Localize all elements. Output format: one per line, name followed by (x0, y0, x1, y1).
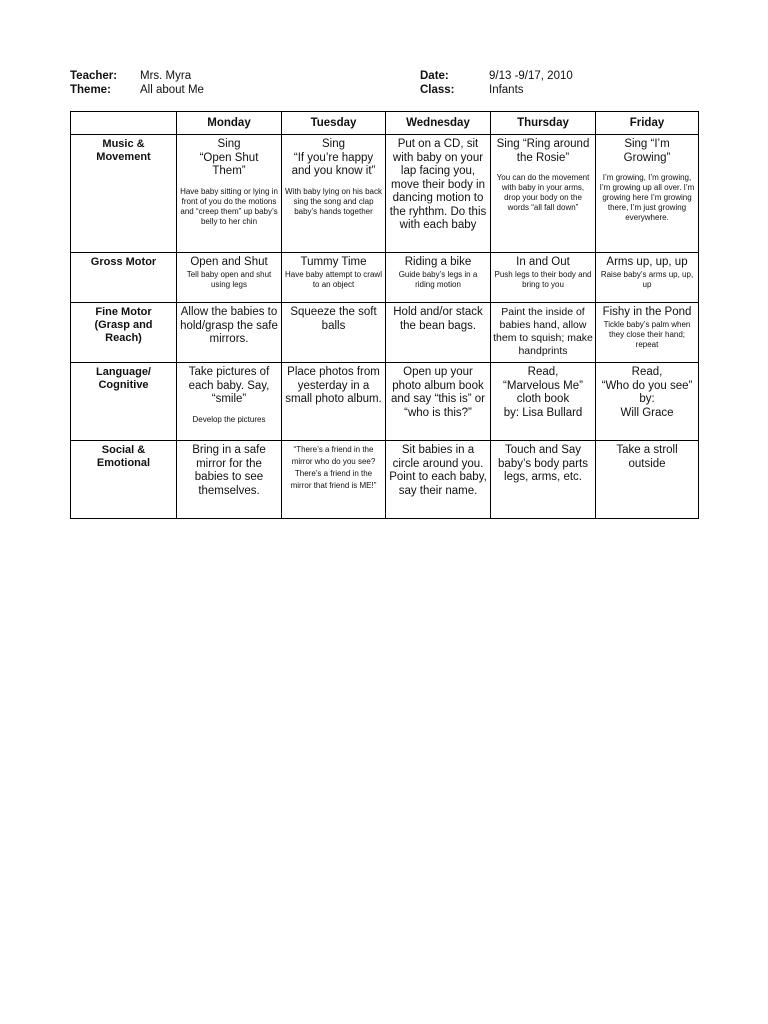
activity-main: Take pictures of each baby. Say, “smile” (188, 366, 270, 405)
table-row (71, 135, 699, 253)
teacher-label: Teacher: (70, 70, 118, 82)
activity-main: Take a stroll outside (616, 444, 678, 470)
date-label: Date: (420, 70, 449, 82)
activity-note: Develop the pictures (192, 414, 266, 424)
activity-note: Raise baby’s arms up, up, up (600, 269, 694, 289)
activity-main: Sing “Open Shut Them” (199, 138, 259, 177)
activity-main: Tummy Time (300, 256, 367, 268)
activity-note: Have baby sitting or lying in front of you do the motions and “creep them” up baby’s belly to her chin (180, 186, 278, 226)
activity-cell (282, 363, 386, 441)
day-header: Monday (177, 112, 282, 135)
activity-main: Riding a bike (404, 256, 472, 268)
activity-main: Bring in a safe mirror for the babies to see themselves. (192, 444, 266, 497)
activity-cell (596, 363, 699, 441)
activity-main: In and Out (516, 256, 570, 268)
activity-note: Guide baby’s legs in a riding motion (398, 269, 478, 289)
activity-note: Have baby attempt to crawl to an object (285, 269, 382, 289)
day-header: Thursday (491, 112, 596, 135)
class-value: Infants (489, 84, 524, 96)
activity-main: Open up your photo album book and say “this is” or “who is this?” (391, 366, 485, 419)
activity-cell (491, 441, 596, 519)
activity-note: You can do the movement with baby in your arms, drop your body on the words “all fall down” (496, 173, 590, 212)
plan-header (70, 69, 700, 97)
activity-cell (386, 135, 491, 253)
table-row (71, 303, 699, 363)
header-row-1 (70, 69, 700, 83)
activity-main: Paint the inside of babies hand, allow them to squish; make handprints (493, 306, 593, 357)
activity-cell (177, 363, 282, 441)
day-header: Friday (596, 112, 699, 135)
activity-cell (282, 135, 386, 253)
table-row (71, 253, 699, 303)
day-header-row (71, 112, 699, 135)
activity-main: Sit babies in a circle around you. Point to each baby, say their name. (389, 444, 487, 497)
teacher-value: Mrs. Myra (140, 70, 192, 82)
activity-note: Push legs to their body and bring to you (494, 269, 592, 289)
activity-main: Sing “Ring around the Rosie” (496, 138, 590, 164)
activity-main: Read, “Who do you see” by: Will Grace (601, 366, 693, 419)
date-value: 9/13 -9/17, 2010 (489, 70, 573, 82)
row-category: Music & Movement (71, 135, 177, 253)
activity-cell (177, 253, 282, 303)
activity-cell (282, 253, 386, 303)
row-category: Language/ Cognitive (71, 363, 177, 441)
activity-cell (596, 441, 699, 519)
day-header: Tuesday (282, 112, 386, 135)
theme-label: Theme: (70, 84, 111, 96)
activity-note: I’m growing, I’m growing, I’m growing up all over. I’m growing here I’m growing there, I’m just growing everywhere. (599, 173, 695, 222)
activity-cell (282, 441, 386, 519)
table-row (71, 441, 699, 519)
activity-cell (596, 303, 699, 363)
activity-note: Tell baby open and shut using legs (186, 269, 272, 289)
activity-note: “There’s a friend in the mirror who do you see? There’s a friend in the mirror that friend is ME!” (290, 445, 377, 490)
class-label: Class: (420, 84, 455, 96)
activity-cell (177, 441, 282, 519)
lesson-plan-table (70, 111, 699, 519)
activity-main: Open and Shut (190, 256, 268, 268)
activity-main: Arms up, up, up (606, 256, 688, 268)
activity-main: Put on a CD, sit with baby on your lap facing you, move their body in dancing motion to the ryhthm. Do this with each baby (389, 138, 487, 231)
row-category: Gross Motor (71, 253, 177, 303)
activity-cell (491, 253, 596, 303)
row-category: Social & Emotional (71, 441, 177, 519)
table-row (71, 363, 699, 441)
activity-note: Tickle baby’s palm when they close their hand; repeat (603, 319, 691, 349)
day-header: Wednesday (386, 112, 491, 135)
activity-cell (491, 303, 596, 363)
activity-cell (386, 363, 491, 441)
activity-main: Touch and Say baby’s body parts legs, arms, etc. (498, 444, 588, 483)
activity-main: Read, “Marvelous Me” cloth book by: Lisa Bullard (503, 366, 583, 419)
activity-main: Squeeze the soft balls (290, 306, 377, 332)
activity-cell (386, 253, 491, 303)
activity-main: Place photos from yesterday in a small photo album. (285, 366, 382, 405)
activity-main: Sing “If you’re happy and you know it” (291, 138, 376, 177)
activity-cell (491, 363, 596, 441)
activity-cell (596, 253, 699, 303)
activity-cell (177, 303, 282, 363)
activity-cell (491, 135, 596, 253)
header-row-2 (70, 83, 700, 97)
activity-main: Allow the babies to hold/grasp the safe mirrors. (180, 306, 278, 345)
row-category: Fine Motor (Grasp and Reach) (71, 303, 177, 363)
activity-main: Sing “I’m Growing” (623, 138, 671, 164)
theme-value: All about Me (140, 84, 204, 96)
activity-cell (386, 303, 491, 363)
activity-note: With baby lying on his back sing the song and clap baby’s hands together (285, 186, 382, 216)
activity-main: Fishy in the Pond (602, 306, 692, 318)
activity-cell (177, 135, 282, 253)
activity-main: Hold and/or stack the bean bags. (393, 306, 483, 332)
activity-cell (282, 303, 386, 363)
corner-cell (71, 112, 177, 135)
activity-cell (386, 441, 491, 519)
activity-cell (596, 135, 699, 253)
